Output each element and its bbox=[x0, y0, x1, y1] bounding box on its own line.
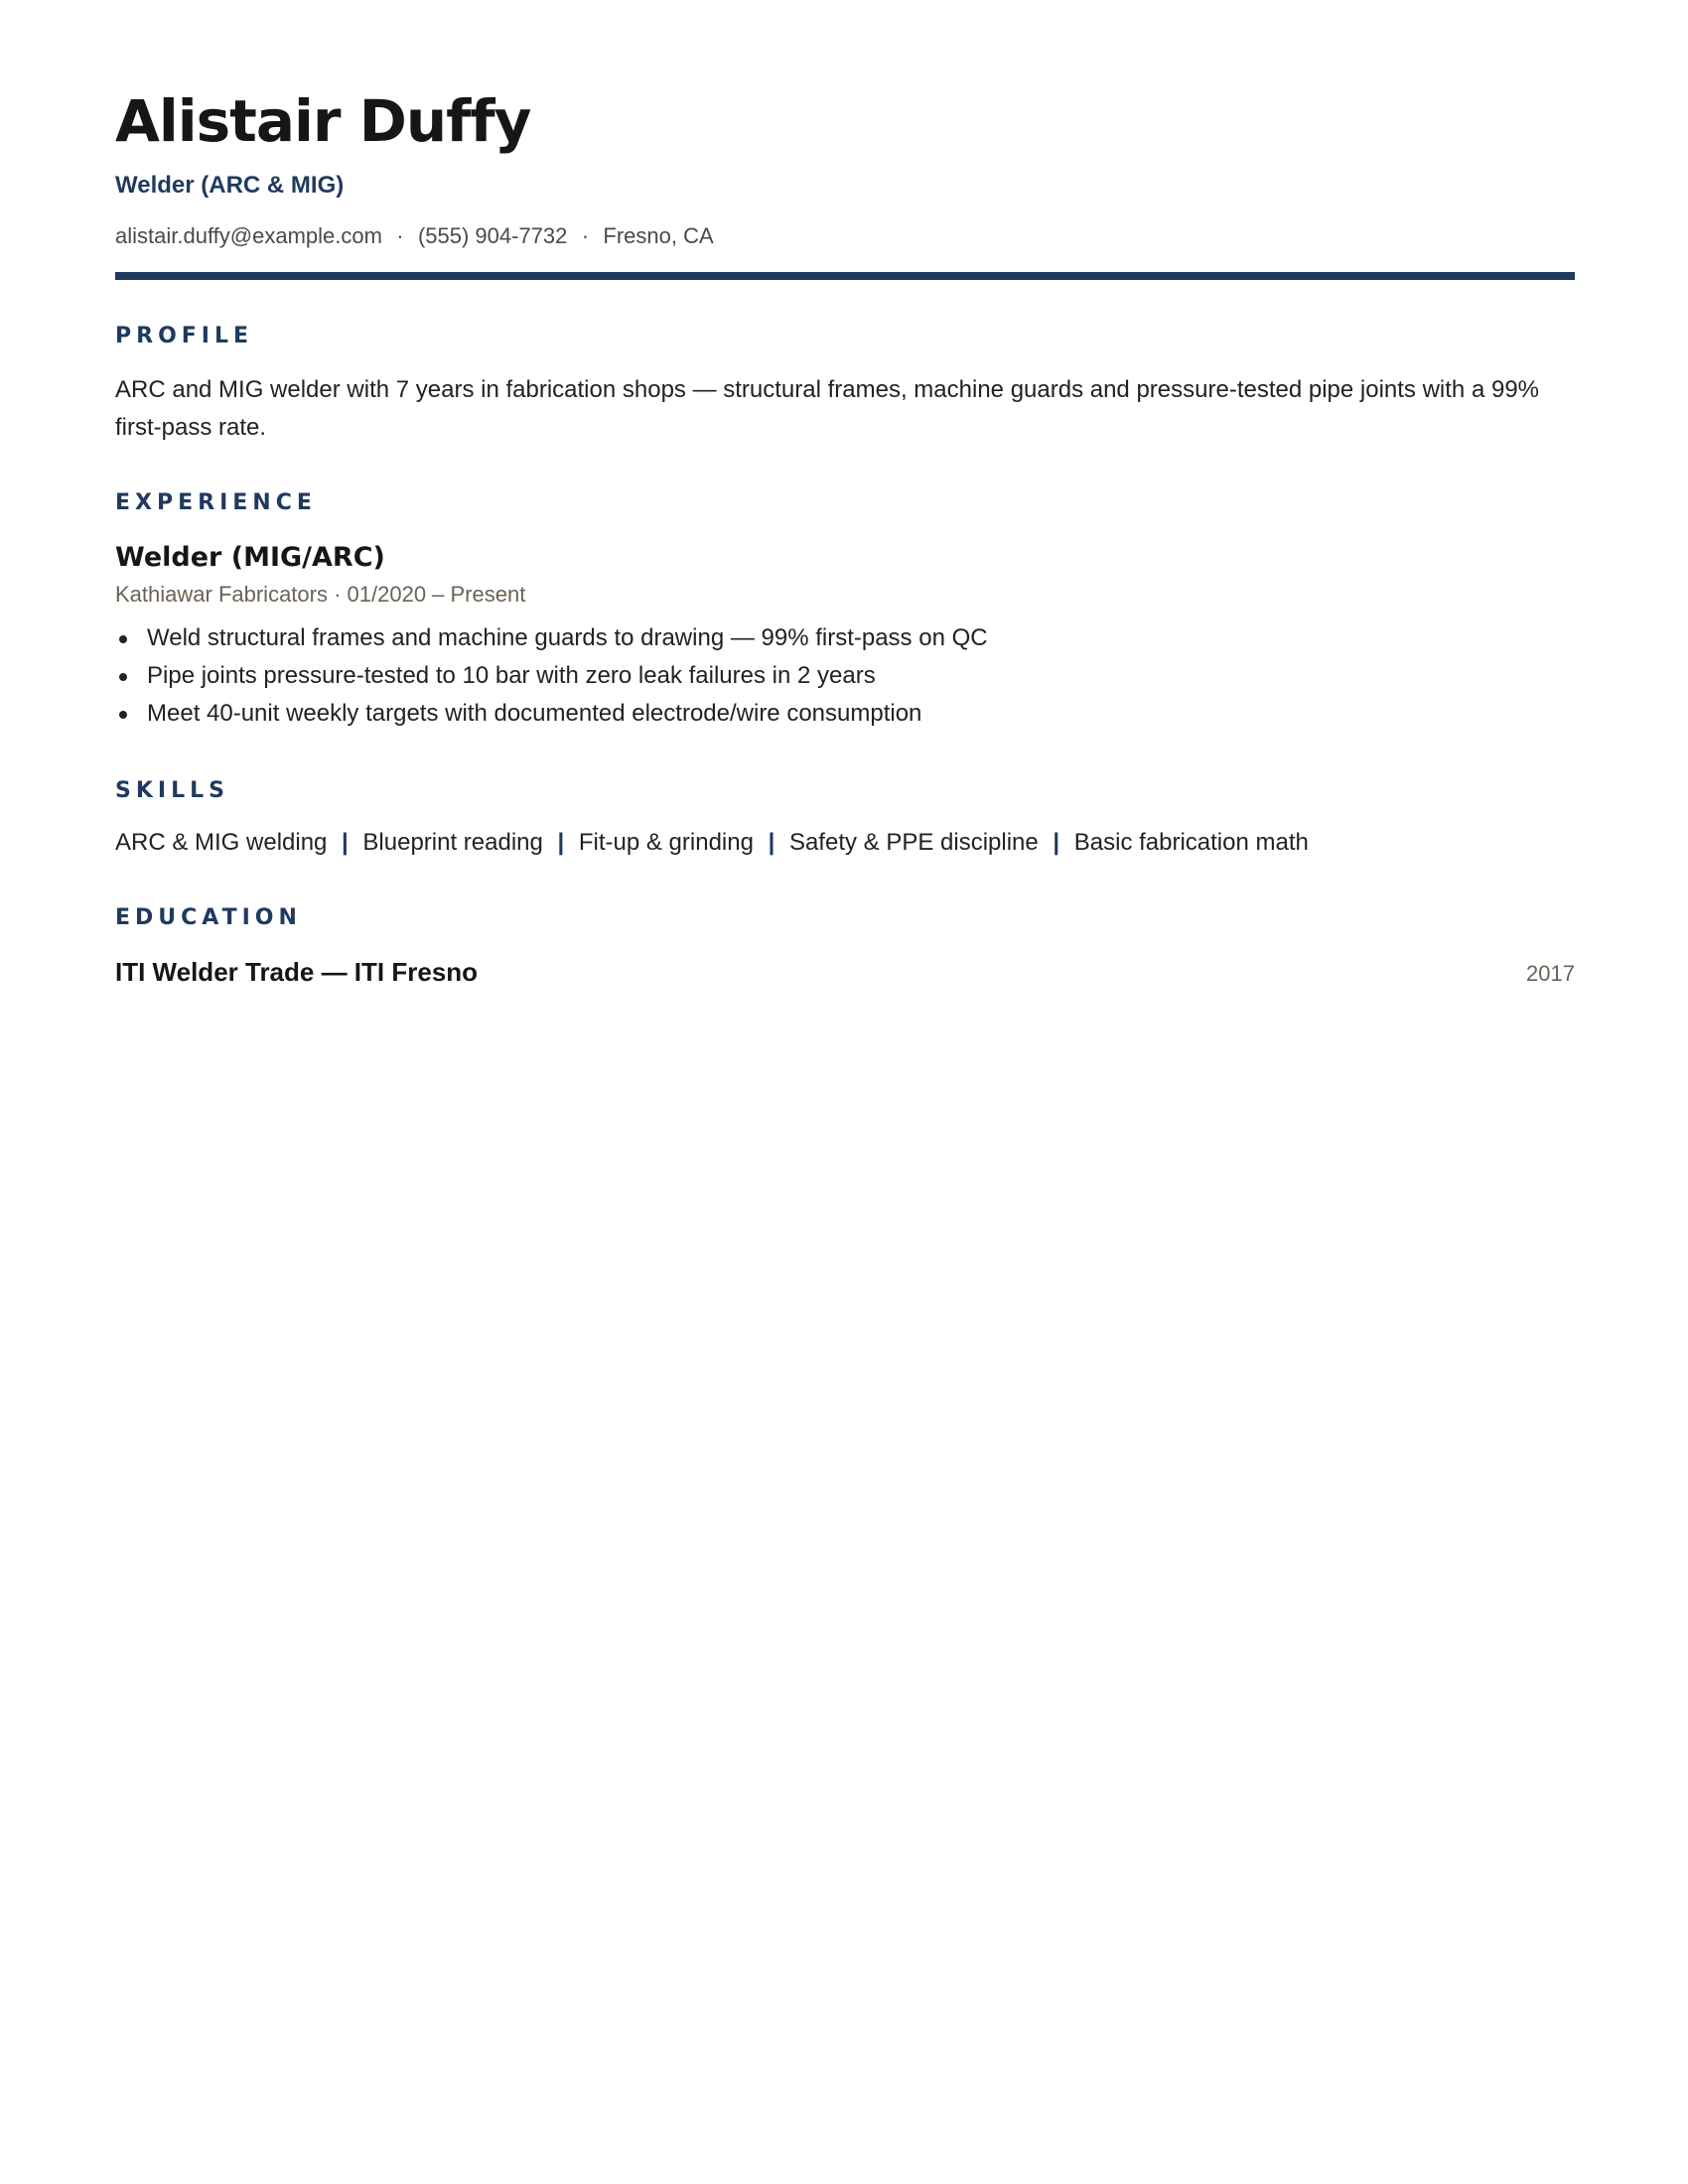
skill-separator: | bbox=[1053, 829, 1060, 856]
candidate-headline: Welder (ARC & MIG) bbox=[115, 172, 345, 199]
job-bullet bbox=[115, 695, 1575, 733]
education-year: 2017 bbox=[1526, 961, 1575, 986]
profile-summary: ARC and MIG welder with 7 years in fabrication shops — structural frames, machine guards and pressure-tested pipe joints with a 99% first-pass rate. bbox=[115, 376, 1539, 441]
skill-separator: | bbox=[342, 829, 349, 856]
job-bullets bbox=[115, 619, 1575, 733]
contact-location: Fresno, CA bbox=[603, 223, 714, 248]
experience-heading: EXPERIENCE bbox=[115, 490, 317, 515]
education-heading: EDUCATION bbox=[115, 905, 302, 930]
job-bullet-text: Meet 40-unit weekly targets with documented electrode/wire consumption bbox=[147, 700, 922, 727]
skill-item: ARC & MIG welding bbox=[115, 829, 328, 856]
skills-section bbox=[115, 776, 1575, 860]
job-entry bbox=[115, 540, 1575, 733]
contact-separator: · bbox=[581, 223, 590, 248]
bullet-dot-icon bbox=[119, 711, 127, 719]
bullet-dot-icon bbox=[119, 635, 127, 643]
skills-heading: SKILLS bbox=[115, 778, 229, 803]
contact-separator: · bbox=[396, 223, 404, 248]
contact-phone[interactable]: (555) 904-7732 bbox=[417, 223, 568, 248]
skill-item: Blueprint reading bbox=[362, 829, 543, 856]
education-degree: ITI Welder Trade — ITI Fresno bbox=[115, 957, 479, 987]
job-company-dates: Kathiawar Fabricators · 01/2020 – Present bbox=[115, 582, 526, 607]
skill-item: Fit-up & grinding bbox=[578, 829, 754, 856]
job-bullet bbox=[115, 619, 1575, 657]
candidate-name: Alistair Duffy bbox=[115, 87, 531, 155]
header-divider bbox=[115, 272, 1575, 280]
profile-heading: PROFILE bbox=[115, 324, 254, 348]
skill-item: Basic fabrication math bbox=[1073, 829, 1309, 856]
contact-line bbox=[115, 222, 1575, 250]
skill-item: Safety & PPE discipline bbox=[788, 829, 1039, 856]
resume-page bbox=[115, 79, 1575, 989]
resume-header bbox=[115, 79, 1575, 280]
contact-email[interactable]: alistair.duffy@example.com bbox=[115, 223, 382, 248]
profile-section bbox=[115, 322, 1575, 447]
skill-separator: | bbox=[768, 829, 775, 856]
skill-separator: | bbox=[557, 829, 565, 856]
skills-list bbox=[115, 826, 1575, 860]
job-bullet-text: Weld structural frames and machine guards to drawing — 99% first-pass on QC bbox=[147, 624, 988, 651]
education-entry bbox=[115, 955, 1575, 989]
education-section bbox=[115, 903, 1575, 989]
experience-section bbox=[115, 488, 1575, 733]
job-bullet bbox=[115, 657, 1575, 695]
job-bullet-text: Pipe joints pressure-tested to 10 bar with zero leak failures in 2 years bbox=[147, 662, 876, 689]
job-title: Welder (MIG/ARC) bbox=[115, 542, 385, 573]
bullet-dot-icon bbox=[119, 673, 127, 681]
